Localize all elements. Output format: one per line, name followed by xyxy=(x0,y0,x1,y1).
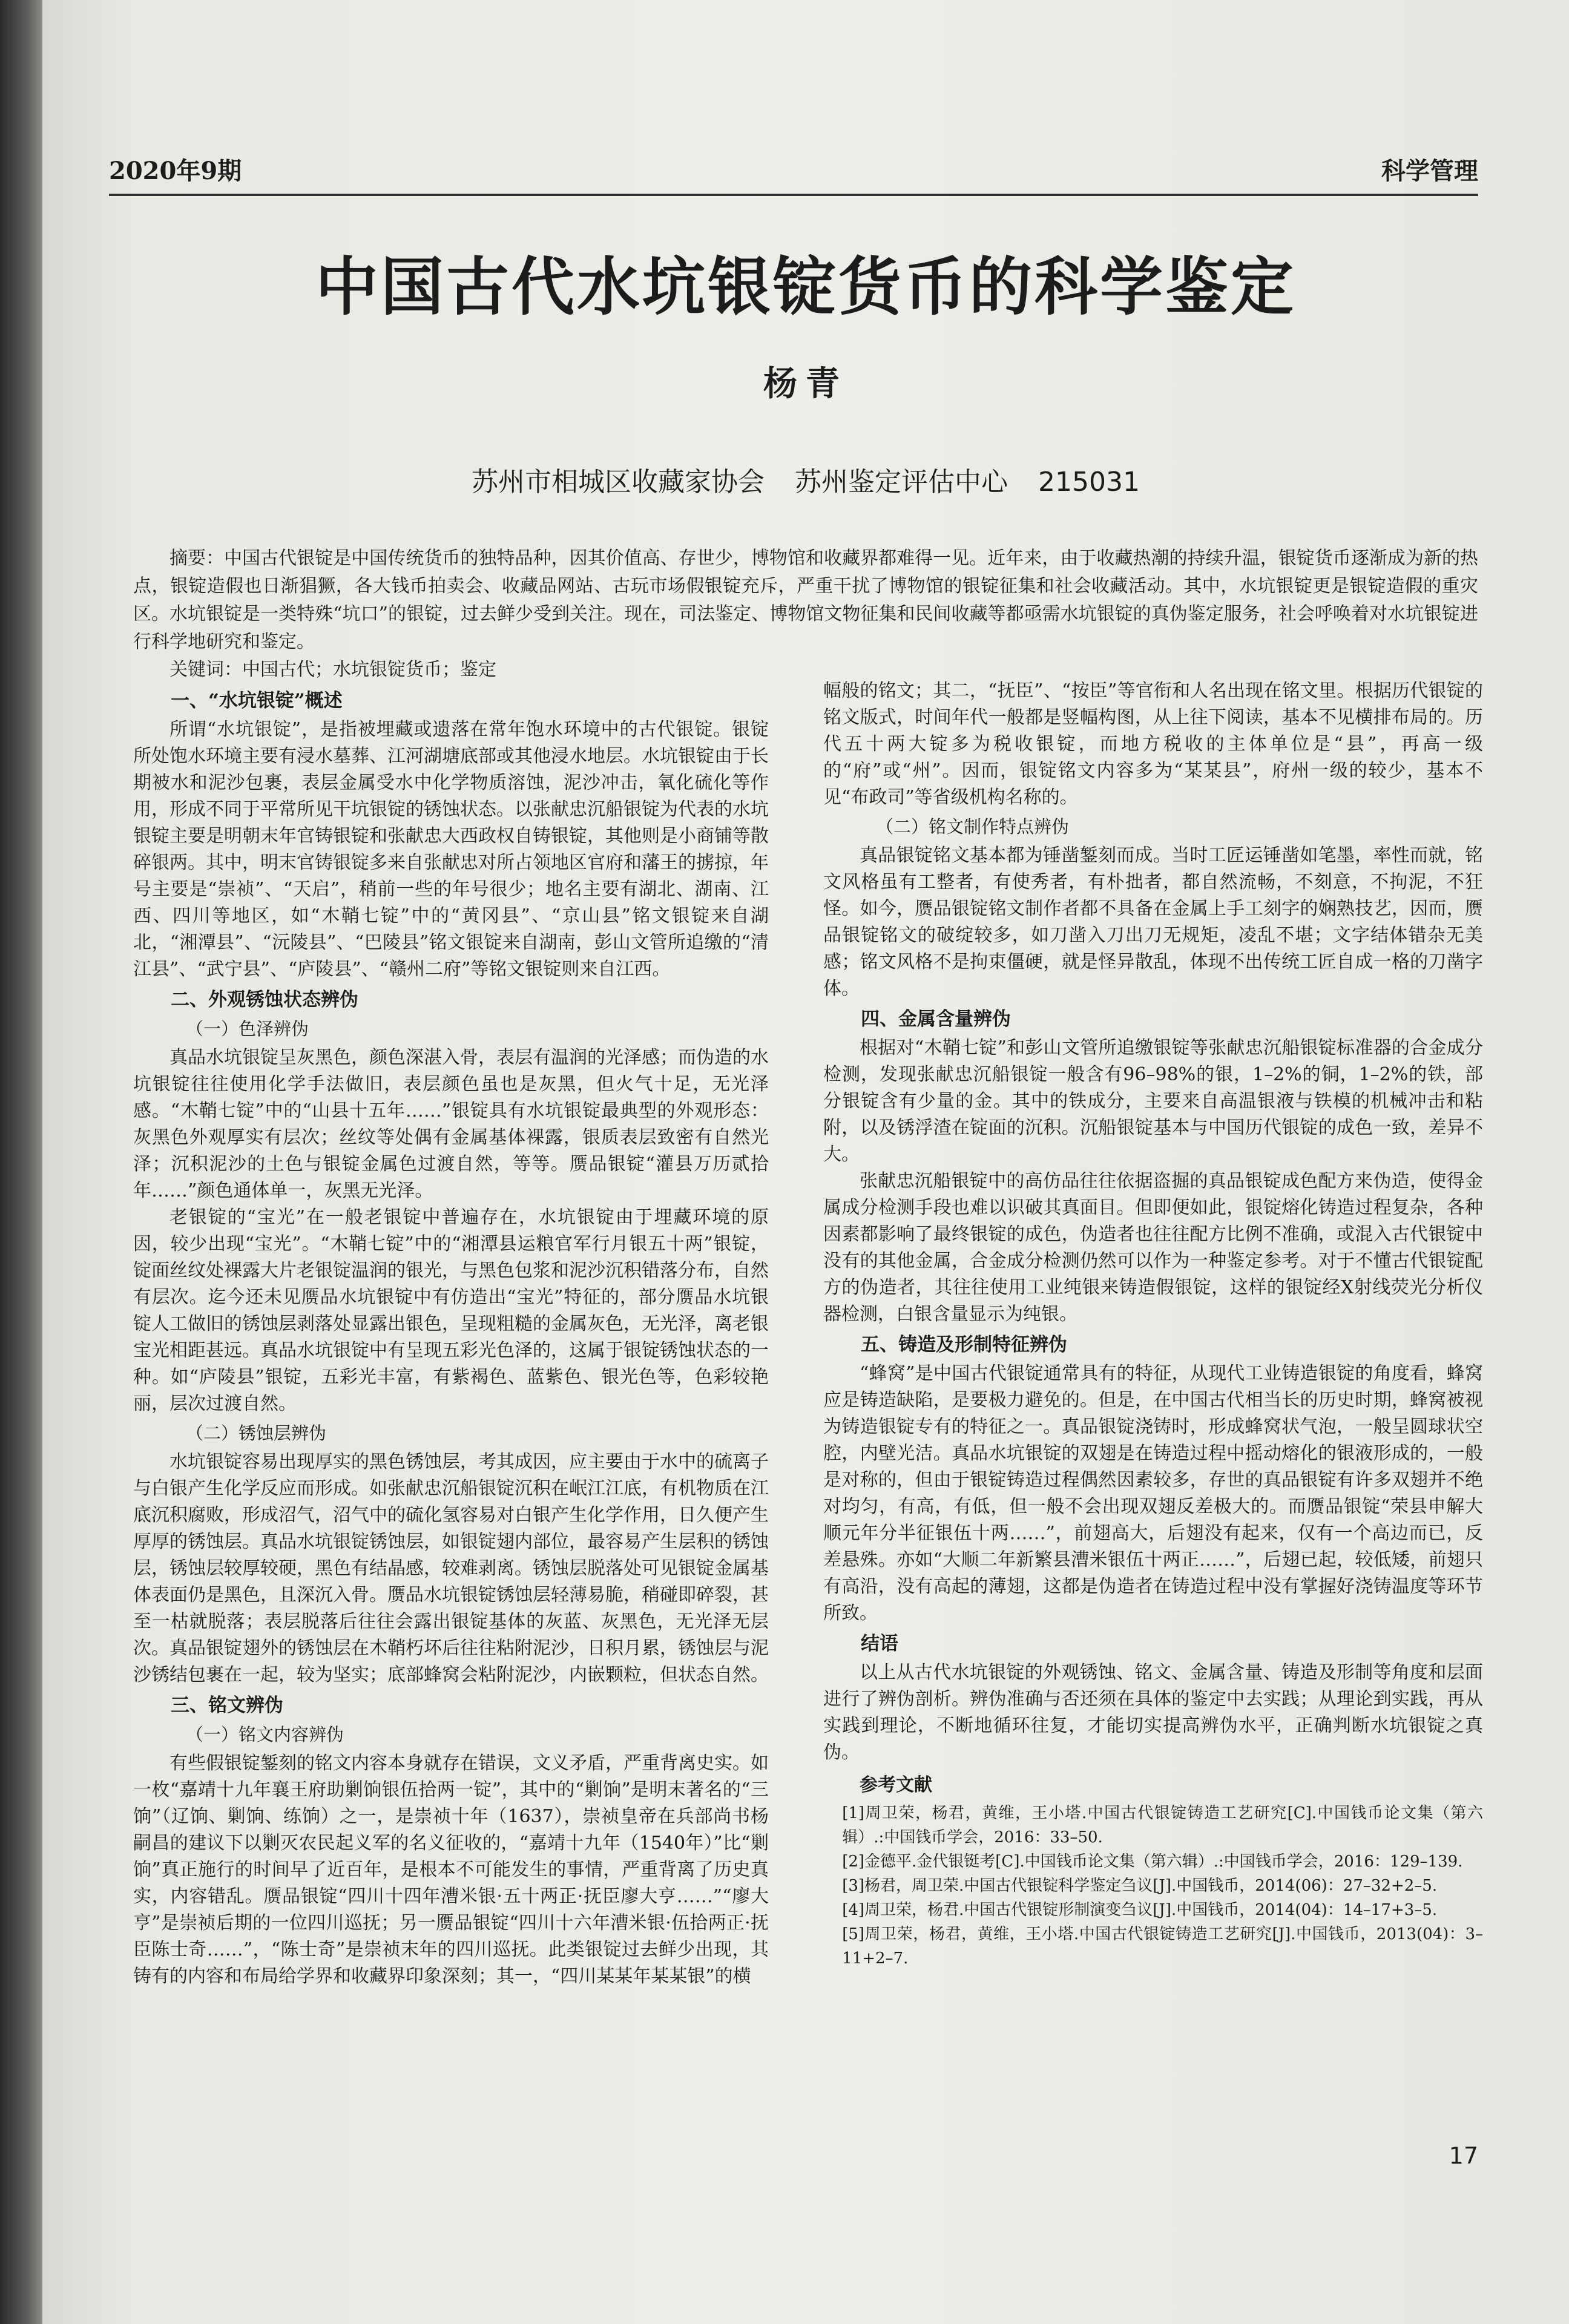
subsection-heading: （二）锈蚀层辨伪 xyxy=(186,1423,327,1443)
paragraph: 水坑银锭容易出现厚实的黑色锈蚀层，考其成因，应主要由于水中的硫离子与白银产生化学反应而形成。如张献忠沉船银锭沉积在岷江江底，有机物质在江底沉积腐败，形成沼气，沼气中的硫化氢容易对白银产生化学作用，日久便产生厚厚的锈蚀层。真品水坑银锭锈蚀层，如银锭翅内部位，最容易产生层积的锈蚀层，锈蚀层较厚较硬，黑色有结晶感，较难剥离。锈蚀层脱落处可见银锭金属基体表面仍是黑色，且深沉入骨。赝品水坑银锭锈蚀层轻薄易脆，稍碰即碎裂，甚至一枯就脱落；表层脱落后往往会露出银锭基体的灰蓝、灰黑色，无光泽无层次。真品银锭翅外的锈蚀层在木鞘朽坏后往往粘附泥沙，日积月累，锈蚀层与泥沙锈结包裹在一起，较为坚实；底部蜂窝会粘附泥沙，内嵌颗粒，但状态自然。 xyxy=(133,1451,769,1686)
left-column xyxy=(133,684,769,1990)
subsection-heading: （二）铭文制作特点辨伪 xyxy=(876,816,1070,837)
right-column xyxy=(823,678,1483,1971)
running-header xyxy=(109,145,1478,196)
reference-item: [1]周卫荣，杨君，黄维，王小塔.中国古代银锭铸造工艺研究[C].中国钱币论文集（第六辑）.:中国钱币学会，2016：33–50. xyxy=(842,1804,1483,1846)
references xyxy=(823,1773,1483,1971)
section-heading: 五、铸造及形制特征辨伪 xyxy=(861,1334,1067,1356)
abstract-text: 摘要：中国古代银锭是中国传统货币的独特品种，因其价值高、存世少，博物馆和收藏界都难得一见。近年来，由于收藏热潮的持续升温，银锭货币逐渐成为新的热点，银锭造假也日渐猖獗，各大钱币拍卖会、收藏品网站、古玩市场假银锭充斥，严重干扰了博物馆的银锭征集和社会收藏活动。其中，水坑银锭更是银锭造假的重灾区。水坑银锭是一类特殊“坑口”的银锭，过去鲜少受到关注。现在，司法鉴定、博物馆文物征集和民间收藏等都亟需水坑银锭的真伪鉴定服务，社会呼唤着对水坑银锭进行科学地研究和鉴定。 xyxy=(133,548,1478,652)
reference-item: [2]金德平.金代银铤考[C].中国钱币论文集（第六辑）.:中国钱币学会，2016：129–139. xyxy=(842,1853,1463,1871)
book-binding-shadow xyxy=(0,0,42,2324)
paragraph: 老银锭的“宝光”在一般老银锭中普遍存在，水坑银锭由于埋藏环境的原因，较少出现“宝光”。“木鞘七锭”中的“湘潭县运粮官军行月银五十两”银锭，锭面丝纹处裸露大片老银锭温润的银光，与黑色包浆和泥沙沉积错落分布，自然有层次。迄今还未见赝品水坑银锭中有仿造出“宝光”特征的，部分赝品水坑银锭人工做旧的锈蚀层剥落处显露出银色，呈现粗糙的金属灰色，无光泽，离老银宝光相距甚远。真品水坑银锭中有呈现五彩光色泽的，这属于银锭锈蚀状态的一种。如“庐陵县”银锭，五彩光丰富，有紫褐色、蓝紫色、银光色等，色彩较艳丽，层次过渡自然。 xyxy=(133,1207,769,1414)
section-heading: 一、“水坑银锭”概述 xyxy=(171,690,343,712)
article-title: 中国古代水坑银锭货币的科学鉴定 xyxy=(315,249,1296,324)
paragraph: 以上从古代水坑银锭的外观锈蚀、铭文、金属含量、铸造及形制等角度和层面进行了辨伪剖析。辨伪准确与否还须在具体的鉴定中去实践；从理论到实践，再从实践到理论，不断地循环往复，才能切实提高辨伪水平，正确判断水坑银锭之真伪。 xyxy=(823,1662,1483,1763)
journal-section: 科学管理 xyxy=(1381,157,1478,185)
page-number: 17 xyxy=(1449,2142,1478,2169)
article-author: 杨青 xyxy=(763,364,848,404)
paragraph: 真品银锭铭文基本都为锤凿錾刻而成。当时工匠运锤凿如笔墨，率性而就，铭文风格虽有工整者，有使秀者，有朴拙者，都自然流畅，不刻意，不拘泥，不狂怪。如今，赝品银锭铭文制作者都不具备在金属上手工刻字的娴熟技艺，因而，赝品银锭铭文的破绽较多，如刀凿入刀出刀无规矩，凌乱不堪；文字结体错杂无美感；铭文风格不是拘束僵硬，就是怪异散乱，体现不出传统工匠自成一格的刀凿字体。 xyxy=(823,845,1483,999)
affiliation-postcode: 215031 xyxy=(1038,467,1140,497)
affiliation xyxy=(42,460,1569,499)
paragraph: 张献忠沉船银锭中的高仿品往往依据盗掘的真品银锭成色配方来伪造，使得金属成分检测手段也难以识破其真面目。但即便如此，银锭熔化铸造过程复杂，各种因素都影响了最终银锭的成色，伪造者也往往配方比例不准确，或混入古代银锭中没有的其他金属，合金成分检测仍然可以作为一种鉴定参考。对于不懂古代银锭配方的伪造者，其往往使用工业纯银来铸造假银锭，这样的银锭经X射线荧光分析仪器检测，白银含量显示为纯银。 xyxy=(823,1170,1483,1325)
abstract-block xyxy=(133,545,1478,684)
paragraph: 幅般的铭文；其二，“抚臣”、“按臣”等官衔和人名出现在铭文里。根据历代银锭的铭文版式，时间年代一般都是竖幅构图，从上往下阅读，基本不见横排布局的。历代五十两大锭多为税收银锭，而地方税收的主体单位是“县”，再高一级的“府”或“州”。因而，银锭铭文内容多为“某某县”，府州一级的较少，基本不见“布政司”等省级机构名称的。 xyxy=(823,680,1483,808)
paragraph: 真品水坑银锭呈灰黑色，颜色深湛入骨，表层有温润的光泽感；而伪造的水坑银锭往往使用化学手法做旧，表层颜色虽也是灰黑，但火气十足，无光泽感。“木鞘七锭”中的“山县十五年……”银锭具有水坑银锭最典型的外观形态：灰黑色外观厚实有层次；丝纹等处偶有金属基体裸露，银质表层致密有自然光泽；沉积泥沙的土色与银锭金属色过渡自然，等等。赝品银锭“灌县万历贰拾年……”颜色通体单一，灰黑无光泽。 xyxy=(133,1047,769,1201)
paragraph: “蜂窝”是中国古代银锭通常具有的特征，从现代工业铸造银锭的角度看，蜂窝应是铸造缺陷，是要极力避免的。但是，在中国古代相当长的历史时期，蜂窝被视为铸造银锭专有的特征之一。真品银锭浇铸时，形成蜂窝状气泡，一般呈圆球状空腔，内壁光洁。真品水坑银锭的双翅是在铸造过程中摇动熔化的银液形成的，一般是对称的，但由于银锭铸造过程偶然因素较多，存世的真品银锭有许多双翅并不绝对均匀，有高，有低，但一般不会出现双翅反差极大的。而赝品银锭“荣县申解大顺元年分半征银伍十两……”，前翅高大，后翅没有起来，仅有一个高边而已，反差悬殊。亦如“大顺二年新繁县漕米银伍十两正……”，后翅已起，较低矮，前翅只有高沿，没有高起的薄翅，这都是伪造者在铸造过程中没有掌握好浇铸温度等环节所致。 xyxy=(823,1363,1483,1624)
subsection-heading: （一）色泽辨伪 xyxy=(186,1019,309,1039)
conclusion-heading: 结语 xyxy=(861,1633,898,1655)
journal-page xyxy=(42,0,1569,2324)
reference-item: [4]周卫荣，杨君.中国古代银锭形制演变刍议[J].中国钱币，2014(04)：14–17+3–5. xyxy=(842,1901,1438,1919)
reference-item: [3]杨君，周卫荣.中国古代银锭科学鉴定刍议[J].中国钱币，2014(06)：27–32+2–5. xyxy=(842,1877,1438,1895)
paragraph: 有些假银锭錾刻的铭文内容本身就存在错误，文义矛盾，严重背离史实。如一枚“嘉靖十九年襄王府助剿饷银伍拾两一锭”，其中的“剿饷”是明末著名的“三饷”（辽饷、剿饷、练饷）之一，是崇祯十年（1637），崇祯皇帝在兵部尚书杨嗣昌的建议下以剿灭农民起义军的名义征收的，“嘉靖十九年（1540年）”比“剿饷”真正施行的时间早了近百年，是根本不可能发生的事情，严重背离了历史真实，内容错乱。赝品银锭“四川十四年漕米银·五十两正·抚臣廖大亨……”“廖大亨”是崇祯后期的一位四川巡抚；另一赝品银锭“四川十六年漕米银·伍拾两正·抚臣陈士奇……”，“陈士奇”是崇祯末年的四川巡抚。此类银锭过去鲜少出现，其铸有的内容和布局给学界和收藏界印象深刻；其一，“四川某某年某某银”的横 xyxy=(133,1753,769,1987)
affiliation-org2: 苏州鉴定评估中心 xyxy=(795,467,1008,497)
references-heading: 参考文献 xyxy=(860,1774,932,1796)
paragraph: 所谓“水坑银锭”，是指被埋藏或遗落在常年饱水环境中的古代银锭。银锭所处饱水环境主要有浸水墓葬、江河湖塘底部或其他浸水地层。水坑银锭由于长期被水和泥沙包裹，表层金属受水中化学物质溶蚀，泥沙冲击，氧化硫化等作用，形成不同于平常所见干坑银锭的锈蚀状态。以张献忠沉船银锭为代表的水坑银锭主要是明朝末年官铸银锭和张献忠大西政权自铸银锭，其他则是小商铺等散碎银两。其中，明末官铸银锭多来自张献忠对所占领地区官府和藩王的掳掠，年号主要是“崇祯”、“天启”，稍前一些的年号很少；地名主要有湖北、湖南、江西、四川等地区，如“木鞘七锭”中的“黄冈县”、“京山县”铭文银锭来自湖北，“湘潭县”、“沅陵县”、“巴陵县”铭文银锭来自湖南，彭山文管所追缴的“清江县”、“武宁县”、“庐陵县”、“赣州二府”等铭文银锭则来自江西。 xyxy=(133,719,769,980)
section-heading: 四、金属含量辨伪 xyxy=(861,1008,1011,1030)
keywords-text: 关键词：中国古代；水坑银锭货币；鉴定 xyxy=(169,659,496,680)
paragraph: 根据对“木鞘七锭”和彭山文管所追缴银锭等张献忠沉船银锭标准器的合金成分检测，发现张献忠沉船银锭一般含有96–98%的银，1–2%的铜，1–2%的铁，部分银锭含有少量的金。其中的铁成分，主要来自高温银液与铁模的机械冲击和粘附，以及锈浮渣在锭面的沉积。沉船银锭基本与中国历代银锭的成色一致，差异不大。 xyxy=(823,1037,1483,1165)
section-heading: 二、外观锈蚀状态辨伪 xyxy=(171,989,358,1011)
section-heading: 三、铭文辨伪 xyxy=(171,1695,283,1716)
reference-item: [5]周卫荣，杨君，黄维，王小塔.中国古代银锭铸造工艺研究[J].中国钱币，2013(04)：3–11+2–7. xyxy=(842,1925,1483,1968)
affiliation-org1: 苏州市相城区收藏家协会 xyxy=(472,467,765,497)
issue-label: 2020年9期 xyxy=(109,157,242,185)
subsection-heading: （一）铭文内容辨伪 xyxy=(186,1724,344,1745)
